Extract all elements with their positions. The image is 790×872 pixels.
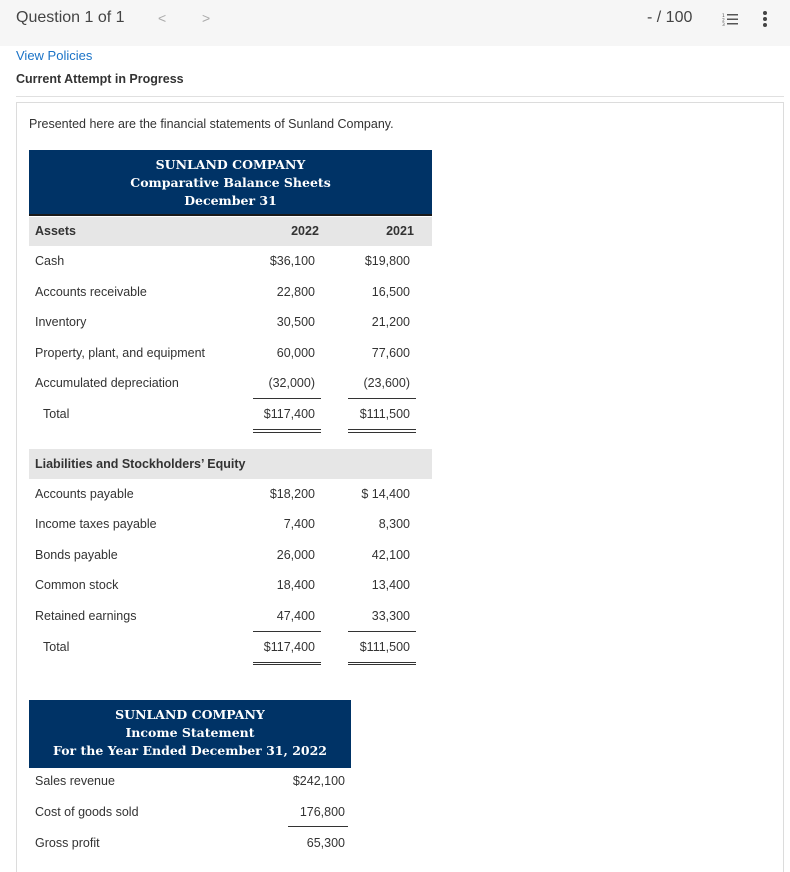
previous-question-button[interactable]: < [158,10,167,26]
balance-sheet-company: SUNLAND COMPANY [155,157,306,172]
liability-row-label: Common stock [35,578,119,592]
income-statement-period: For the Year Ended December 31, 2022 [53,743,327,758]
attempt-status: Current Attempt in Progress [16,72,184,86]
svg-text:2: 2 [722,18,725,24]
column-2022: 2022 [291,224,319,238]
svg-text:1: 1 [722,14,725,19]
list-icon[interactable] [722,12,738,26]
liabilities-total-label: Total [43,640,70,654]
balance-sheet-header [29,150,432,216]
total-double-rule [348,432,416,433]
next-question-button[interactable]: > [202,10,211,26]
liability-row-2021: 8,300 [378,517,410,531]
liability-row-2022: $18,200 [269,487,315,501]
divider [16,96,784,97]
liability-row-2021: 13,400 [371,578,410,592]
liability-row-label: Bonds payable [35,548,118,562]
asset-row-2022: 22,800 [276,285,315,299]
svg-text:3: 3 [722,23,725,26]
income-statement-header [29,700,351,768]
balance-sheet-title: Comparative Balance Sheets [130,175,331,190]
assets-label: Assets [35,224,76,238]
liabilities-total-2022: $117,400 [263,640,315,654]
balance-sheet-date: December 31 [184,193,277,208]
asset-row-label: Inventory [35,315,87,329]
subtotal-rule [253,398,321,399]
more-vertical-icon[interactable] [762,10,768,28]
liability-row-2021: 42,100 [371,548,410,562]
asset-row-2021: 21,200 [371,315,410,329]
income-row-value: $242,100 [292,774,345,788]
asset-row-2022: 60,000 [276,346,315,360]
liability-row-2021: $ 14,400 [361,487,410,501]
liabilities-header-row [29,449,432,479]
assets-header-row [29,217,432,246]
asset-row-2022: (32,000) [268,376,315,390]
subtotal-rule [348,398,416,399]
income-row-value: 176,800 [299,805,345,819]
asset-row-label: Property, plant, and equipment [35,346,206,360]
income-statement-title: Income Statement [125,725,255,740]
subtotal-rule [348,631,416,632]
asset-row-2021: $19,800 [364,254,410,268]
question-header-bar [0,0,790,46]
income-row-label: Cost of goods sold [35,805,139,819]
asset-row-2022: 30,500 [276,315,315,329]
assets-total-2022: $117,400 [263,407,315,421]
liability-row-label: Retained earnings [35,609,137,623]
total-double-rule [253,664,321,665]
score-display: - / 100 [647,9,693,26]
total-double-rule [348,664,416,665]
view-policies-link[interactable]: View Policies [16,48,93,63]
income-row-label: Sales revenue [35,774,115,788]
liabilities-label: Liabilities and Stockholders’ Equity [35,457,246,471]
subtotal-rule [288,826,348,827]
asset-row-2021: 16,500 [371,285,410,299]
liability-row-2022: 7,400 [283,517,315,531]
asset-row-2021: 77,600 [371,346,410,360]
assets-total-2021: $111,500 [359,407,410,421]
column-2021: 2021 [386,224,414,238]
asset-row-label: Cash [35,254,65,268]
question-counter: Question 1 of 1 [16,9,125,26]
total-double-rule [253,662,321,663]
liability-row-2022: 47,400 [276,609,315,623]
assets-total-label: Total [43,407,70,421]
liability-row-2022: 26,000 [276,548,315,562]
income-row-label: Gross profit [35,836,100,850]
liability-row-2022: 18,400 [276,578,315,592]
liabilities-total-2021: $111,500 [359,640,410,654]
total-double-rule [348,429,416,430]
asset-row-2022: $36,100 [269,254,315,268]
total-double-rule [348,662,416,663]
income-row-value: 65,300 [306,836,345,850]
total-double-rule [253,429,321,430]
asset-row-label: Accounts receivable [35,285,147,299]
liability-row-2021: 33,300 [371,609,410,623]
question-intro-text: Presented here are the financial statements of Sunland Company. [29,117,394,131]
asset-row-2021: (23,600) [363,376,410,390]
liability-row-label: Accounts payable [35,487,134,501]
liability-row-label: Income taxes payable [35,517,157,531]
total-double-rule [253,432,321,433]
income-statement-company: SUNLAND COMPANY [115,707,265,722]
asset-row-label: Accumulated depreciation [35,376,179,390]
subtotal-rule [253,631,321,632]
